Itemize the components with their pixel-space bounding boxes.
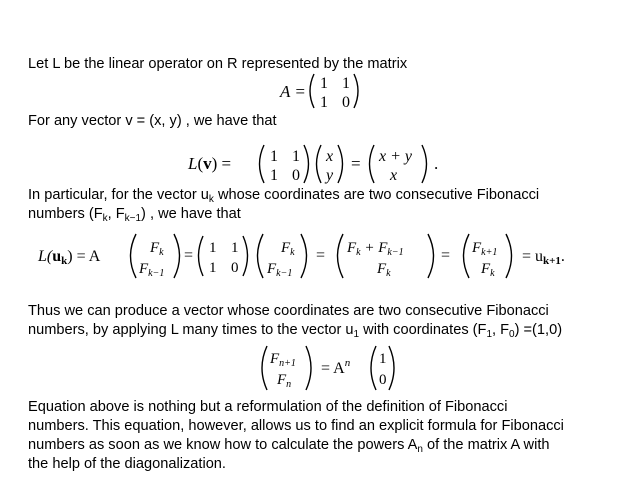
svg-text:1: 1 xyxy=(209,260,217,276)
paragraph-conclusion-line4: the help of the diagonalization. xyxy=(28,456,226,472)
eq1-m22: 0 xyxy=(342,94,350,111)
eq1-m12: 1 xyxy=(342,75,350,92)
svg-text:Fk: $F_k$ xyxy=(481,261,495,279)
eq1-m11: 1 xyxy=(320,75,328,92)
svg-text:1: 1 xyxy=(209,240,217,256)
paragraph-vector: For any vector v = (x, y) , we have that xyxy=(28,113,277,129)
svg-text:Fk−1: $F_{k-1}$ xyxy=(139,261,165,279)
svg-text:Fn: $F_n$ xyxy=(277,372,292,390)
svg-text:=: = xyxy=(441,247,451,264)
svg-text:x + y: x + y xyxy=(379,148,412,165)
svg-text:0: 0 xyxy=(231,260,239,276)
svg-text:Fk−1: $F_{k-1}$ xyxy=(267,261,293,279)
svg-text:Fk: $F_k$ xyxy=(150,240,164,258)
eq1-paren-left xyxy=(310,74,314,108)
svg-text:1: 1 xyxy=(270,148,278,165)
equation-power-matrix xyxy=(256,343,416,393)
equation-l-of-uk xyxy=(38,230,608,282)
svg-text:L(v) =: L(v) = xyxy=(188,154,232,173)
paragraph-conclusion-line2: numbers. This equation, however, allows us to find an explicit formula for Fibonacci xyxy=(28,418,564,434)
svg-text:=: = xyxy=(351,154,361,173)
svg-text:1: 1 xyxy=(379,351,387,367)
equation-matrix-a xyxy=(280,70,380,112)
svg-text:Fk+1: $F_{k+1}$ xyxy=(472,240,498,258)
svg-text:0: 0 xyxy=(379,372,387,388)
paragraph-produce-line2: numbers, by applying L many times to the vector $u_1$ with coordinates ($F_1$, $F_0) =(1,0)$ xyxy=(28,322,563,340)
paragraph-conclusion-line1: Equation above is nothing but a reformulation of the definition of Fibonacci xyxy=(28,399,508,415)
svg-text:=: = xyxy=(316,247,326,264)
eq1-m21: 1 xyxy=(320,94,328,111)
svg-text:x: x xyxy=(390,167,398,184)
paragraph-particular-line2: numbers ($F_k$, $F_{k-1}$) , we have that xyxy=(28,206,241,224)
svg-text:Fk: $F_k$ xyxy=(281,240,295,258)
svg-text:x: x xyxy=(326,148,334,165)
svg-text:1: 1 xyxy=(292,148,300,165)
svg-text:A = xyxy=(279,82,306,101)
paragraph-produce-line1: Thus we can produce a vector whose coordinates are two consecutive Fibonacci xyxy=(28,303,549,319)
svg-text:0: 0 xyxy=(292,167,300,184)
paragraph-intro: Let L be the linear operator on R represented by the matrix xyxy=(28,56,408,72)
eq1-lhs: A = xyxy=(280,82,306,101)
svg-text:Fk + Fk−1: $F_k + F_{k-1}$ xyxy=(347,240,404,258)
svg-text:1: 1 xyxy=(231,240,239,256)
paragraph-particular-line1: In particular, for the vector $u_k$ whose coordinates are two consecutive Fibonacci xyxy=(28,187,540,205)
svg-text:1: 1 xyxy=(270,167,278,184)
svg-text:= uk+1.: = uk+1. xyxy=(522,248,565,267)
paragraph-conclusion-line3: numbers as soon as we know how to calculate the powers $A_n$ of the matrix A with xyxy=(28,437,550,455)
svg-text:Fn+1: $F_{n+1}$ xyxy=(270,351,296,369)
svg-text:= An: = $A^n$ xyxy=(321,357,351,377)
equation-l-of-v xyxy=(188,140,468,188)
eq1-paren-right xyxy=(354,74,358,108)
svg-text:.: . xyxy=(434,154,439,173)
svg-text:Fk: $F_k$ xyxy=(377,261,391,279)
svg-text:=: = xyxy=(184,247,194,264)
svg-text:L(uk) = A: L(uk) = A xyxy=(38,248,101,267)
svg-text:y: y xyxy=(326,167,334,184)
